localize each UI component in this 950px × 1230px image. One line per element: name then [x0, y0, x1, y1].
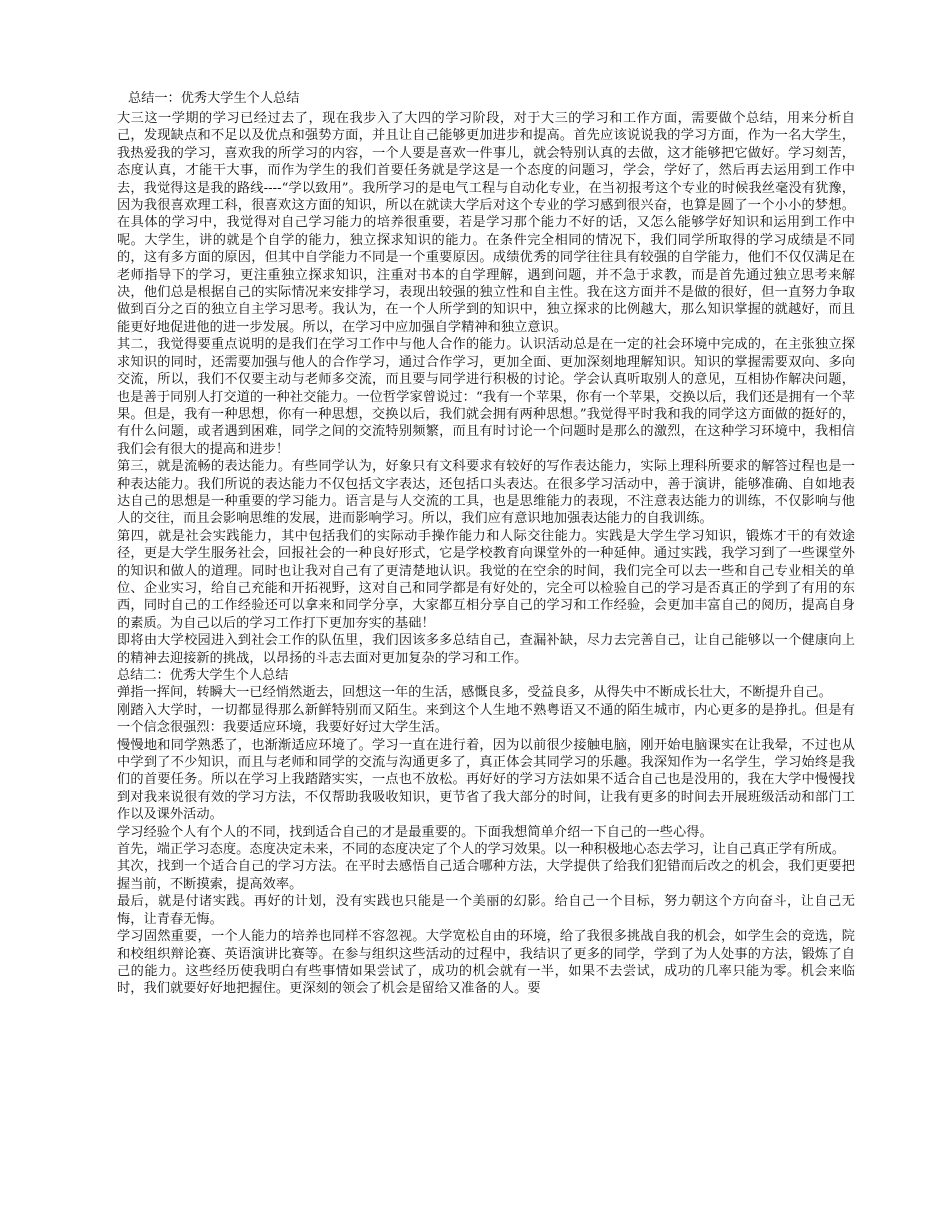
- paragraph: 慢慢地和同学熟悉了，也渐渐适应环境了。学习一直在进行着，因为以前很少接触电脑，刚开始电脑课实在让我晕，不过也从中学到了不少知识，而且与老师和同学的交流与沟通更多了，真正体会其同学习的乐趣。我深知作为一名学生，学习始终是我们的首要任务。所以在学习上我踏踏实实，一点也不放松。再好好的学习方法如果不适合自己也是没用的，我在大学中慢慢找到对我来说很有效的学习方法，不仅帮助我吸收知识，更节省了我大部分的时间，让我有更多的时间去开展班级活动和部门工作以及课外活动。: [117, 737, 855, 823]
- paragraph: 最后，就是付诸实践。再好的计划，没有实践也只能是一个美丽的幻影。给自己一个目标，努力朝这个方向奋斗，让自己无悔，让青春无悔。: [117, 894, 855, 927]
- paragraph: 首先，端正学习态度。态度决定未来，不同的态度决定了个人的学习效果。以一种积极地心态去学习，让自己真正学有所成。: [117, 842, 846, 858]
- paragraph: 学习经验个人有个人的不同，找到适合自己的才是最重要的。下面我想简单介绍一下自己的一些心得。: [117, 824, 713, 840]
- document-title: 总结一：优秀大学生个人总结: [128, 91, 300, 106]
- paragraph: 大三这一学期的学习已经过去了，现在我步入了大四的学习阶段，对于大三的学习和工作方面，需要做个总结，用来分析自己，发现缺点和不足以及优点和强势方面，并且让自己能够更加进步和提高。首先应该说说我的学习方面，作为一名大学生，我热爱我的学习，喜欢我的所学习的内容，一个人要是喜欢一件事儿，就会特别认真的去做，这才能够把它做好。学习刻苦，态度认真，才能干大事，而作为学生的我们首要任务就是学这是一个态度的问题习，学会，学好了，然后再去运用到工作中去，我觉得这是我的路线----“学以致用”。我所学习的是电气工程与自动化专业，在当初报考这个专业的时候我丝毫没有犹豫，因为我很喜欢理工科，很喜欢这方面的知识，所以在就读大学后对这个专业的学习感到很兴奋，也算是圆了一个小小的梦想。在具体的学习中，我觉得对自己学习能力的培养很重要，若是学习那个能力不好的话，又怎么能够学好知识和运用到工作中呢。大学生，讲的就是个自学的能力，独立探求知识的能力。在条件完全相同的情况下，我们同学所取得的学习成绩是不同的，这有多方面的原因，但其中自学能力不同是一个重要原因。成绩优秀的同学往往具有较强的自学能力，他们不仅仅满足在老师指导下的学习，更注重独立探求知识，注重对书本的自学理解，遇到问题，并不急于求教，而是首先通过独立思考来解决，他们总是根据自己的实际情况来安排学习，表现出较强的独立性和自主性。我在这方面并不是做的很好，但一直努力争取做到百分之百的独立自主学习思考。我认为，在一个人所学到的知识中，独立探求的比例越大，那么知识掌握的就越好，而且能更好地促进他的进一步发展。所以，在学习中应加强自学精神和独立意识。: [117, 111, 855, 335]
- paragraph: 第四，就是社会实践能力，其中包括我们的实际动手操作能力和人际交往能力。实践是大学生学习知识，锻炼才干的有效途径，更是大学生服务社会，回报社会的一种良好形式，它是学校教育向课堂外的一种延伸。通过实践，我学习到了一些课堂外的知识和做人的道理。同时也让我对自己有了更清楚地认识。我觉的在空余的时间，我们完全可以去一些和自己专业相关的单位、企业实习，给自己充能和开拓视野，这对自己和同学都是有好处的，完全可以检验自己的学习是否真正的学到了有用的东西，同时自己的工作经验还可以拿来和同学分享，大家都互相分享自己的学习和工作经验，会更加丰富自己的阅历，提高自身的素质。为自己以后的学习工作打下更加夯实的基础！: [117, 528, 855, 631]
- paragraph: 其次，找到一个适合自己的学习方法。在平时去感悟自己适合哪种方法，大学提供了给我们犯错而后改之的机会，我们更要把握当前，不断摸索，提高效率。: [117, 859, 855, 892]
- document-page: [117, 90, 855, 998]
- paragraph: 其二，我觉得要重点说明的是我们在学习工作中与他人合作的能力。认识活动总是在一定的社会环境中完成的，在主张独立探求知识的同时，还需要加强与他人的合作学习，通过合作学习，更加全面、更加深刻地理解知识。知识的掌握需要双向、多向交流，所以，我们不仅要主动与老师多交流，而且要与同学进行积极的讨论。学会认真听取别人的意见，互相协作解决问题，也是善于同别人打交道的一种社交能力。一位哲学家曾说过：“我有一个苹果，你有一个苹果，交换以后，我们还是拥有一个苹果。但是，我有一种思想，你有一种思想，交换以后，我们就会拥有两种思想。”我觉得平时我和我的同学这方面做的挺好的，有什么问题，或者遇到困难，同学之间的交流特别频繁，而且有时讨论一个问题时是那么的激烈，在这种学习环境中，我相信我们会有很大的提高和进步！: [117, 337, 855, 457]
- paragraph: 刚踏入大学时，一切都显得那么新鲜特别而又陌生。来到这个人生地不熟粤语又不通的陌生城市，内心更多的是挣扎。但是有一个信念很强烈：我要适应环境，我要好好过大学生活。: [117, 702, 855, 736]
- paragraph: 即将由大学校园进入到社会工作的队伍里，我们因该多多总结自己，查漏补缺，尽力去完善自己，让自己能够以一个健康向上的精神去迎接新的挑战，以昂扬的斗志去面对更加复杂的学习和工作。: [117, 633, 855, 666]
- section-title: 总结二：优秀大学生个人总结: [117, 668, 289, 683]
- paragraph: 学习固然重要，一个人能力的培养也同样不容忽视。大学宽松自由的环境，给了我很多挑战自我的机会，如学生会的竞选，院和校组织辩论赛、英语演讲比赛等。在参与组织这些活动的过程中，我结识了更多的同学，学到了为人处事的方法，锻炼了自己的能力。这些经历使我明白有些事情如果尝试了，成功的机会就有一半，如果不去尝试，成功的几率只能为零。机会来临时，我们就要好好地把握住。更深刻的领会了机会是留给又准备的人。要: [117, 929, 855, 997]
- paragraph: 第三，就是流畅的表达能力。有些同学认为，好象只有文科要求有较好的写作表达能力，实际上理科所要求的解答过程也是一种表达能力。我们所说的表达能力不仅包括文字表达，还包括口头表达。在很多学习活动中，善于演讲，能够准确、自如地表达自己的思想是一种重要的学习能力。语言是与人交流的工具，也是思维能力的表现，不注意表达能力的训练，不仅影响与他人的交往，而且会影响思维的发展，进而影响学习。所以，我们应有意识地加强表达能力的自我训练。: [117, 459, 855, 527]
- paragraph: 弹指一挥间，转瞬大一已经悄然逝去，回想这一年的生活，感慨良多，受益良多，从得失中不断成长壮大，不断提升自己。: [117, 685, 832, 701]
